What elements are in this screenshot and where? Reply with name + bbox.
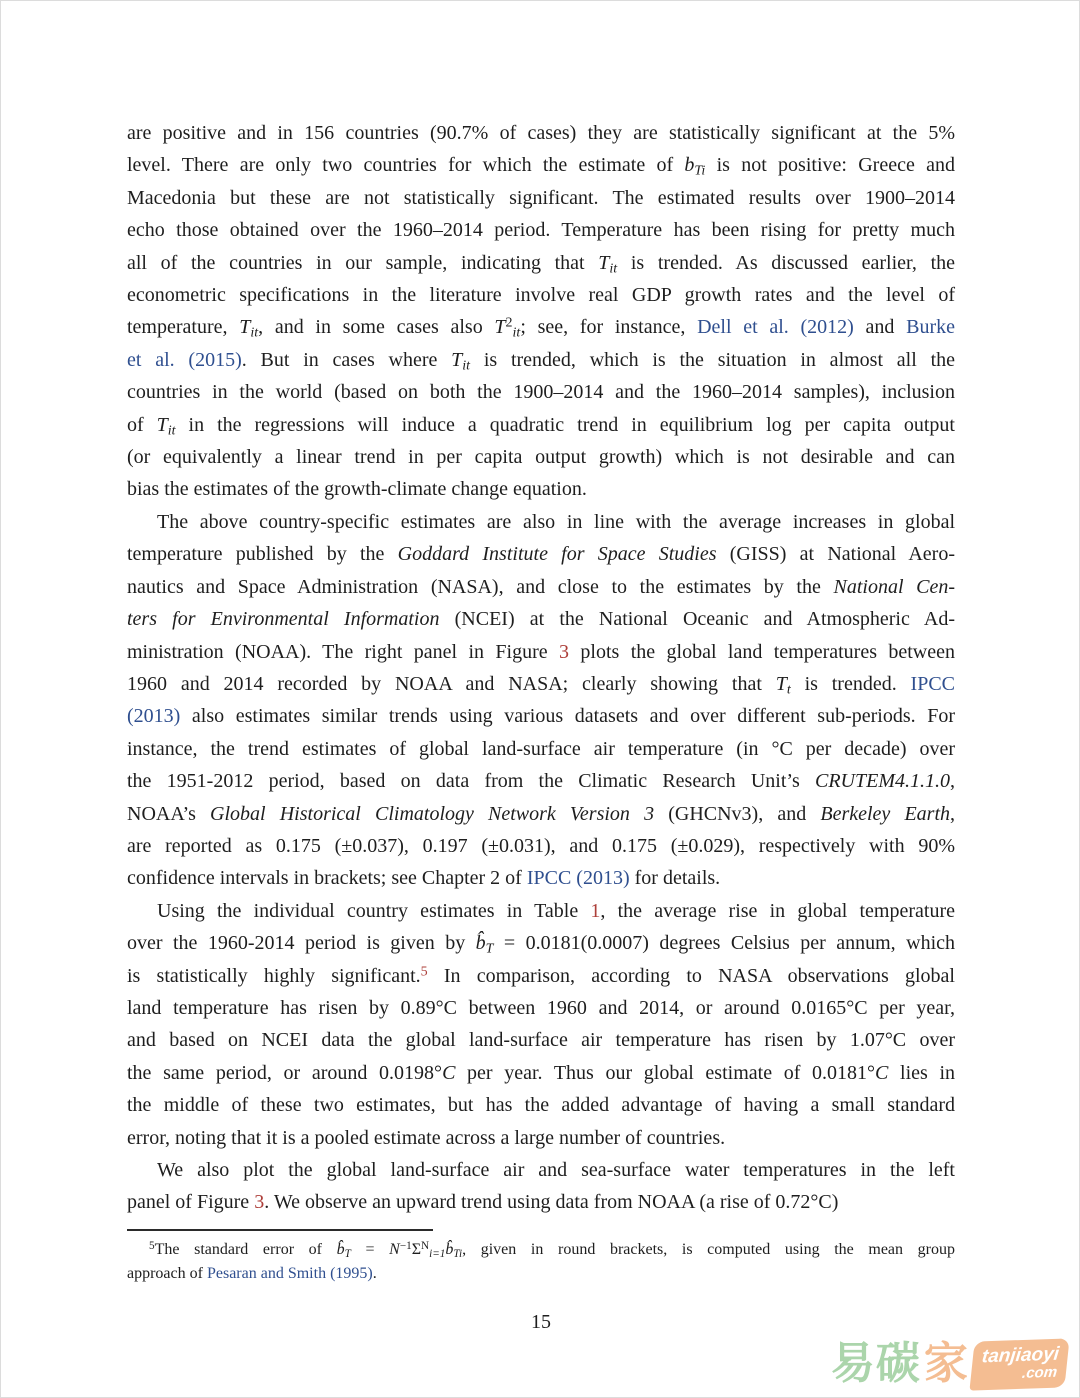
text-run: 2 [505,316,513,332]
text-line [127,1262,955,1287]
text-run: T [239,316,251,339]
text-run: T [598,251,610,274]
text-run: t [786,682,791,698]
text-line [127,895,955,927]
text-run: lies in [888,1061,955,1084]
text-run: also estimates similar trends using various datasets and over different sub-periods. For [180,705,955,728]
text-run: The above country-specific estimates are also in line with the average increases in global [157,510,955,533]
text-line [127,538,955,570]
text-run: level. There are only two countries for which the estimate of [127,154,685,177]
text-line [127,1089,955,1121]
text-run: We also plot the global land-surface air and sea-surface water temperatures in the left [157,1159,955,1181]
text-run: National Cen- [833,575,956,598]
text-run: instance, the trend estimates of global land-surface air temperature (in °C per decade) over [127,737,955,760]
text-run: = 0.0181(0.0007) degrees Celsius per annum, which [493,932,955,955]
text-run: temperature, [127,316,240,339]
watermark-badge-name: tanjiaoyi [980,1343,1061,1368]
text-line [127,214,955,246]
text-run: (NCEI) at the National Oceanic and Atmospheric Ad- [439,608,955,631]
text-run: (GHCNv3), and [654,802,821,825]
citation-link[interactable]: Dell et al. (2012) [697,316,854,339]
text-run: , given in round brackets, is computed using the mean group [462,1240,955,1258]
text-run: panel of Figure [127,1191,255,1214]
text-run: The standard error of [154,1240,337,1258]
watermark-badge [969,1338,1069,1391]
text-run: i=1 [429,1247,446,1260]
page-number: 15 [531,1310,551,1333]
text-run: bias the estimates of the growth-climate change equation. [127,478,587,501]
text-run: T [344,1247,351,1260]
text-run: the same period, or around 0.0198° [127,1061,443,1084]
text-line [127,247,955,279]
text-run: (GISS) at National Aero- [716,543,955,566]
text-run: temperature published by the [127,543,398,566]
page-body-text [127,117,955,1219]
citation-link[interactable]: Burke [906,316,955,339]
text-run: T [775,672,787,695]
text-run: b̂ [445,1240,454,1258]
text-run: T [156,413,168,436]
text-run: C [442,1061,456,1084]
text-run: is trended, which is the situation in almost all the [470,348,955,371]
text-run: it [512,325,521,341]
text-run: Ti [694,163,706,179]
text-run: T [485,941,494,957]
text-run: econometric specifications in the literature involve real GDP growth rates and the level of [127,284,955,307]
text-run: Ti [453,1247,463,1260]
text-run: over the 1960-2014 period is given by [127,932,476,955]
text-run: error, noting that it is a pooled estimate across a large number of countries. [127,1126,726,1149]
text-run: nautics and Space Administration (NASA), and close to the estimates by the [127,575,834,598]
text-run: 5 [149,1239,155,1252]
text-run: T [451,348,463,371]
text-run: and [853,316,907,339]
citation-link[interactable]: IPCC (2013) [526,867,630,890]
text-line [127,1024,955,1056]
cross-reference[interactable]: 3 [254,1191,265,1214]
text-run: all of the countries in our sample, indicating that [127,251,599,274]
text-line [127,668,955,700]
text-run: . But in cases where [241,348,452,371]
text-run: ters for Environmental Information [127,608,440,631]
text-run: . We observe an upward trend using data from NOAA (a rise of 0.72°C) [264,1191,839,1214]
text-run: it [609,261,618,277]
text-run: . [372,1265,377,1283]
text-line [127,992,955,1024]
text-line [127,571,955,603]
text-line [127,765,955,797]
citation-link[interactable]: et al. (2015) [127,348,242,371]
text-line [127,927,955,959]
text-line [127,733,955,765]
text-run: it [462,358,471,374]
text-run: the middle of these two estimates, but has the added advantage of having a small standard [127,1094,955,1117]
text-run: N [389,1240,400,1258]
citation-link[interactable]: Pesaran and Smith (1995) [206,1265,373,1283]
text-run: in the regressions will induce a quadratic trend in equilibrium log per capita output [175,413,955,436]
text-run: is not positive: Greece and [705,154,955,177]
text-line [127,473,955,505]
text-line [127,149,955,181]
text-run: is trended. [790,672,911,695]
text-run: Using the individual country estimates in Table [157,899,591,922]
text-line [127,117,955,149]
text-run: are positive and in 156 countries (90.7% of cases) they are statistically significant at the 5% [127,122,955,144]
text-line [127,279,955,311]
text-line [127,409,955,441]
text-run: In comparison, according to NASA observations global [427,964,955,987]
text-run: are reported as 0.175 (±0.037), 0.197 (±0.031), and 0.175 (±0.029), respectively with 90% [127,834,955,857]
text-run: it [167,423,176,439]
text-run: is trended. As discussed earlier, the [617,251,956,274]
watermark-cn-orange-text: 家 [923,1338,969,1390]
cross-reference[interactable]: 1 [590,899,601,922]
text-line [127,700,955,732]
text-run: Σ [411,1240,422,1258]
text-run: N [421,1239,430,1252]
text-run: echo those obtained over the 1960–2014 period. Temperature has been rising for pretty much [127,219,955,242]
text-run: CRUTEM4.1.1.0 [815,770,950,793]
text-run: T [494,316,506,339]
text-run: C [875,1061,889,1084]
text-line [127,830,955,862]
text-run: of [127,413,157,436]
text-line [127,311,955,343]
text-line [127,506,955,538]
text-line [127,344,955,376]
text-run: ministration (NOAA). The right panel in Figure [127,640,560,663]
text-line [127,603,955,635]
text-run: Goddard Institute for Space Studies [397,543,717,566]
watermark-badge-domain: .com [1021,1363,1058,1382]
text-line [127,1154,955,1186]
text-line [127,1186,955,1218]
text-run: and based on NCEI data the global land-surface air temperature has risen by 1.07°C over [127,1029,955,1052]
cross-reference[interactable]: 3 [559,640,570,663]
cross-reference[interactable]: 5 [420,964,428,980]
text-line [127,1238,955,1263]
text-run: −1 [399,1239,412,1252]
text-run: = [350,1240,390,1258]
text-line [127,441,955,473]
text-run: plots the global land temperatures between [569,640,955,663]
text-run: approach of [127,1265,207,1283]
text-run: for details. [629,867,721,890]
text-run: the 1951-2012 period, based on data from the Climatic Research Unit’s [127,770,815,793]
text-line [127,862,955,894]
text-line [127,182,955,214]
footnote-rule [127,1229,433,1231]
text-run: 1960 and 2014 recorded by NOAA and NASA; clearly showing that [127,672,776,695]
watermark-logo [831,1340,1067,1389]
text-run: per year. Thus our global estimate of 0.0181° [455,1061,876,1084]
text-run: , and in some cases also [258,316,495,339]
citation-link[interactable]: IPCC [910,672,956,695]
text-run: , [950,802,955,825]
citation-link[interactable]: (2013) [127,705,181,728]
text-line [127,798,955,830]
text-run: (or equivalently a linear trend in per capita output growth) which is not desirable and can [127,446,955,469]
text-line [127,1057,955,1089]
text-run: ; see, for instance, [520,316,698,339]
text-run: Global Historical Climatology Network Version 3 [210,802,655,825]
text-line [127,376,955,408]
text-run: confidence intervals in brackets; see Chapter 2 of [127,867,527,890]
text-run: Macedonia but these are not statistically significant. The estimated results over 1900–2014 [127,186,955,209]
text-line [127,636,955,668]
text-run: land temperature has risen by 0.89°C between 1960 and 2014, or around 0.0165°C per year, [127,996,955,1019]
text-run: countries in the world (based on both the 1900–2014 and the 1960–2014 samples), inclusion [127,381,955,404]
footnote-area [127,1229,955,1287]
text-run: Berkeley Earth [820,802,950,825]
text-run: , the average rise in global temperature [600,899,955,922]
text-run: , [950,770,955,793]
text-run: is statistically highly significant. [127,964,421,987]
text-run: b̂ [336,1240,345,1258]
text-run: NOAA’s [127,802,211,825]
footnote-text [127,1238,955,1287]
text-line [127,1122,955,1154]
text-run: it [250,325,259,341]
text-run: b [684,154,695,177]
watermark-cn-green-text: 易碳 [830,1338,921,1390]
text-line [127,960,955,992]
text-run: b̂ [475,932,486,955]
